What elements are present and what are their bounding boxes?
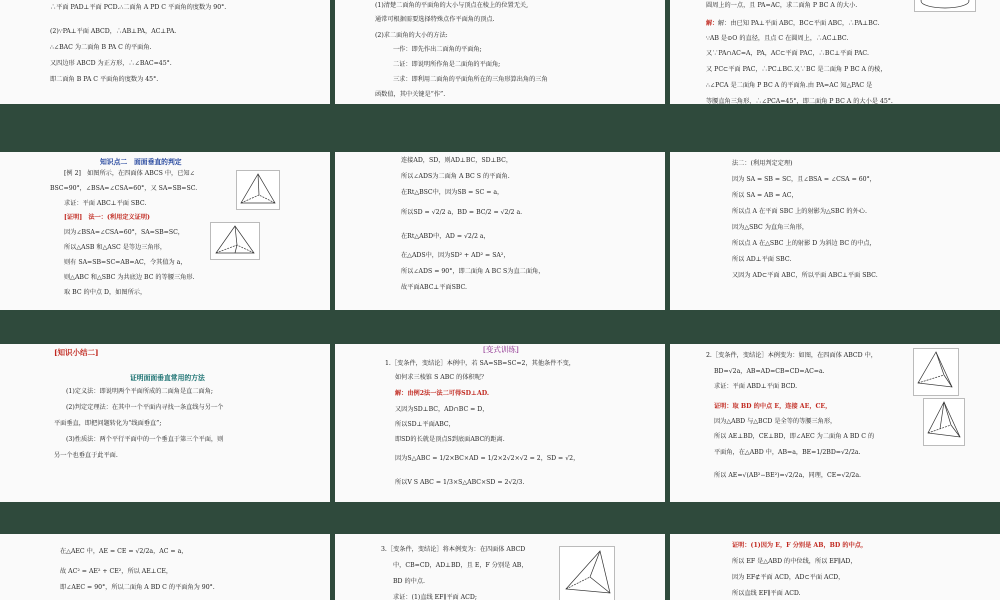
text-line: 在Rt△BSC中，因为SB = SC = a， xyxy=(401,189,504,196)
slide-header-band xyxy=(670,512,1000,534)
text-line: 又 PC⊂平面 PAC，∴PC⊥BC.又∵BC 是二面角 P BC A 的棱， xyxy=(706,66,887,73)
text-line: 所以 AE⊥BD，CE⊥BD，即∠AEC 为二面角 A BD C 的 xyxy=(714,433,875,440)
text-line xyxy=(706,20,718,28)
tetrahedron-figure-2 xyxy=(923,398,965,446)
text-line: 所以SD = √2/2 a，BD = BC/2 = √2/2 a. xyxy=(401,209,523,216)
text-line: 通常可根据需要选择特殊点作平面角的顶点. xyxy=(375,16,495,23)
text-line: 又四边形 ABCD 为正方形，∴∠BAC=45°. xyxy=(50,60,172,67)
text-line: 所以SD⊥平面ABC， xyxy=(395,421,455,428)
slide-header-band xyxy=(670,322,1000,344)
slide-7[interactable] xyxy=(0,322,330,502)
text-line: 二证：即说明所作角是二面角的平面角; xyxy=(393,61,501,68)
slide-header-band xyxy=(0,512,330,534)
text-line: BD=√2a，AB=AD=CB=CD=AC=a. xyxy=(714,368,825,375)
slide-header-band xyxy=(335,130,665,152)
text-line: 所以∠ADS = 90°，即二面角 A BC S为直二面角， xyxy=(401,268,545,275)
text-line: ∵AB 是⊙O 的直径，且点 C 在圆周上，∴AC⊥BC. xyxy=(706,35,849,42)
circle-figure xyxy=(914,0,976,12)
text-line: 平面垂直，即把问题转化为“线面垂直”; xyxy=(54,420,162,427)
tetrahedron-figure xyxy=(559,546,615,600)
slide-2[interactable] xyxy=(335,0,665,126)
text-line: 3.［变条件，变结论］将本例变为：在四面体 ABCD xyxy=(381,546,526,553)
slide-5[interactable] xyxy=(335,130,665,310)
slide-3[interactable] xyxy=(670,0,1000,126)
text-line: 求证：平面 ABC⊥平面 SBC. xyxy=(64,200,147,207)
text-line: 因为 SA = SB = SC，且∠BSA = ∠CSA = 60°， xyxy=(732,176,876,183)
text-line: 在Rt△ABD中，AD = √2/2 a， xyxy=(401,233,490,240)
text-line: 连接AD，SD，则AD⊥BC，SD⊥BC， xyxy=(401,157,513,164)
text-line: 则△ABC 和△SBC 为共底边 BC 的等腰三角形. xyxy=(64,274,195,281)
text-line: 即∠AEC = 90°，所以二面角 A BD C 的平面角为 90°. xyxy=(60,584,215,591)
summary-header: [知识小结二] xyxy=(54,348,99,357)
circle-figure-icon xyxy=(915,0,975,11)
text-line: 因为S△ABC = 1/2×BC×AD = 1/2×2√2×√2 = 2，SD = √2， xyxy=(395,455,580,462)
text-line: 函数值，其中关键是“作”. xyxy=(375,91,446,98)
slide-footer-band xyxy=(0,104,330,126)
text-line: 1.［变条件，变结论］本例中，若 SA=SB=SC=2，其他条件不变， xyxy=(385,360,575,367)
text-line: 求证：平面 ABD⊥平面 BCD. xyxy=(714,383,798,390)
text-line: 所以点 A 在△SBC 上的射影 D 为斜边 BC 的中点， xyxy=(732,240,876,247)
text-line: (1)清楚二面角的平面角的大小与顶点在棱上的位置无关, xyxy=(375,2,529,9)
text-line: 证明：(1)因为 E，F 分别是 AB，BD 的中点， xyxy=(732,542,868,549)
text-line: 即二面角 B PA C 平面角的度数为 45°. xyxy=(50,76,159,83)
slide-footer-band xyxy=(335,104,665,126)
text-line: 圆周上的一点，且 PA=AC，求二面角 P BC A 的大小. xyxy=(706,2,858,9)
slide-4[interactable] xyxy=(0,130,330,310)
text-line: 在△ADS中，因为SD² + AD² = SA²， xyxy=(401,252,510,259)
text-line: 所以V S ABC = 1/3×S△ABC×SD = 2√2/3. xyxy=(395,479,525,486)
slide-body xyxy=(0,0,330,104)
text-line: 因为∠BSA=∠CSA=60°，SA=SB=SC， xyxy=(64,229,184,236)
text-line: 又因为SD⊥BC，AD∩BC = D， xyxy=(395,406,489,413)
solution-label: 解： xyxy=(706,20,719,27)
text-line: ∴平面 PAD⊥平面 PCD.∴二面角 A PD C 平面角的度数为 90°. xyxy=(50,4,227,11)
slide-8[interactable] xyxy=(335,322,665,502)
text-line: 所以 AE=√(AB²−BE²)=√2/2a，同理，CE=√2/2a. xyxy=(714,472,862,479)
text-line: (2)∵PA⊥平面 ABCD，∴AB⊥PA，AC⊥PA. xyxy=(50,28,177,35)
text-line: 故平面ABC⊥平面SBC. xyxy=(401,284,468,291)
text-line: 故 AC² = AE² + CE²，所以 AE⊥CE， xyxy=(60,568,173,575)
text-line: 因为△ABD 与△BCD 是全等的等腰三角形， xyxy=(714,418,837,425)
slide-6[interactable] xyxy=(670,130,1000,310)
slide-10[interactable] xyxy=(0,512,330,600)
slide-header-band xyxy=(670,130,1000,152)
tetrahedron-figure-2 xyxy=(210,222,260,260)
slide-1[interactable] xyxy=(0,0,330,126)
text-line: 三求：即利用二面角的平面角所在的三角形算出角的三角 xyxy=(393,76,548,83)
text-line: 法二：(利用判定定理) xyxy=(732,160,793,167)
text-line: ∴∠PCA 是二面角 P BC A 的平面角.由 PA=AC 知△PAC 是 xyxy=(706,82,873,89)
text-line: 解：由例2法一法二可得SD⊥AD. xyxy=(395,390,490,397)
slide-9[interactable] xyxy=(670,322,1000,502)
text-line: 解：由已知 PA⊥平面 ABC，BC⊂平面 ABC，∴PA⊥BC. xyxy=(718,20,880,27)
text-line: 中，CB=CD，AD⊥BD，且 E，F 分别是 AB， xyxy=(393,562,528,569)
slide-body xyxy=(670,0,1000,104)
text-line: 即SD的长就是顶点S到底面ABC的距离. xyxy=(395,436,505,443)
tetrahedron-icon xyxy=(914,349,958,395)
text-line: 等腰直角三角形，∴∠PCA=45°，即二面角 P BC A 的大小是 45°. xyxy=(706,98,893,104)
slide-12[interactable] xyxy=(670,512,1000,600)
text-line: 平面角，在△ABD 中，AB=a，BE=1/2BD=√2/2a. xyxy=(714,449,861,456)
slide-header-band xyxy=(335,512,665,534)
text-line: 所以 SA = AB = AC， xyxy=(732,192,798,199)
tetrahedron-icon xyxy=(237,171,279,209)
tetrahedron-icon xyxy=(560,547,614,600)
text-line: (2)判定定理法：在其中一个平面内寻找一条直线与另一个 xyxy=(66,404,224,411)
text-line: 所以点 A 在平面 SBC 上的射影为△SBC 的外心. xyxy=(732,208,867,215)
text-line: [例 2] 如图所示，在四面体 ABCS 中，已知∠ xyxy=(64,170,195,177)
text-line: 在△AEC 中，AE = CE = √2/2a，AC = a， xyxy=(60,548,188,555)
text-line: 所以△ASB 和△ASC 是等边三角形， xyxy=(64,244,167,251)
slide-footer-band xyxy=(670,104,1000,126)
text-line: 又因为 AD⊂平面 ABC，所以平面 ABC⊥平面 SBC. xyxy=(732,272,878,279)
text-line: (2)求二面角的大小的方法: xyxy=(375,32,448,39)
text-line: 因为△SBC 为直角三角形， xyxy=(732,224,809,231)
tetrahedron-figure xyxy=(913,348,959,396)
text-line: 所以∠ADS为二面角 A BC S 的平面角. xyxy=(401,173,510,180)
text-line: 如何求三棱锥 S ABC 的体积呢？ xyxy=(395,374,488,381)
text-line: 所以 EF 是△ABD 的中位线，所以 EF∥AD， xyxy=(732,558,857,565)
slide-11[interactable] xyxy=(335,512,665,600)
text-line: 所以直线 EF∥平面 ACD. xyxy=(732,590,801,597)
text-line: 一作：即先作出二面角的平面角; xyxy=(393,46,482,53)
tetrahedron-with-midpoint-icon xyxy=(211,223,259,259)
variant-header: [变式训练] xyxy=(483,345,519,354)
text-line: 则有 SA=SB=SC=AB=AC，令其值为 a， xyxy=(64,259,187,266)
text-line: 证明：取 BD 的中点 E，连接 AE，CE， xyxy=(714,403,832,410)
tetrahedron-with-midpoint-icon xyxy=(924,399,964,445)
text-line: ∴∠BAC 为二面角 B PA C 的平面角. xyxy=(50,44,152,51)
text-line: BSC=90°，∠BSA=∠CSA=60°，又 SA=SB=SC. xyxy=(50,185,198,192)
text-line: 所以 AD⊥平面 SBC. xyxy=(732,256,792,263)
section-title: 证明面面垂直常用的方法 xyxy=(130,374,205,382)
section-title: 知识点二 面面垂直的判定 xyxy=(100,158,182,166)
slide-header-band xyxy=(0,322,330,344)
text-line: (3)性质法：两个平行平面中的一个垂直于第三个平面，则 xyxy=(66,436,224,443)
slide-header-band xyxy=(335,322,665,344)
text-line: BD 的中点. xyxy=(393,578,426,585)
slide-body xyxy=(335,0,665,104)
text-line: 取 BC 的中点 D，如图所示， xyxy=(64,289,147,296)
text-line: 又∵PA∩AC=A，PA，AC⊂平面 PAC，∴BC⊥平面 PAC. xyxy=(706,50,869,57)
text-line: 2.［变条件，变结论］本例变为：如图，在四面体 ABCD 中， xyxy=(706,352,877,359)
text-line: [证明] 法一：(利用定义证明) xyxy=(64,214,150,221)
tetrahedron-figure xyxy=(236,170,280,210)
text-line: 另一个也垂直于此平面. xyxy=(54,452,118,459)
text-line: 因为 EF⊄平面 ACD，AD⊂平面 ACD， xyxy=(732,574,845,581)
slide-header-band xyxy=(0,130,330,152)
text-line: (1)定义法：即说明两个平面所成的二面角是直二面角; xyxy=(66,388,213,395)
text-line: 求证：(1)直线 EF∥平面 ACD; xyxy=(393,594,477,600)
